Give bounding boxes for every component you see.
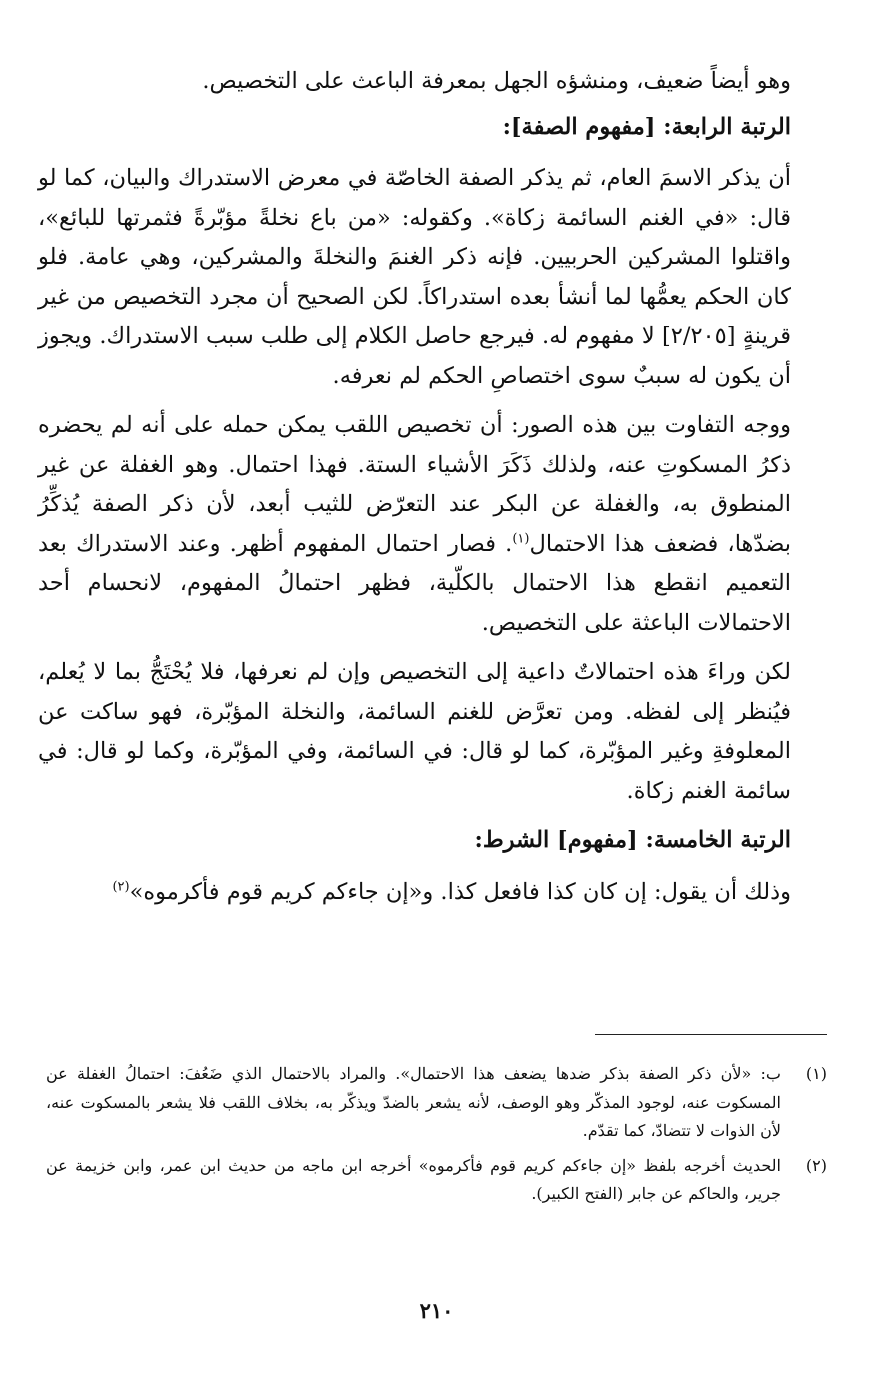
paragraph-attribute-concept: أن يذكر الاسمَ العام، ثم يذكر الصفة الخاصّة في معرض الاستدراك والبيان، كما لو قال: «في الغنم السائمة زكاة». وكقوله: «من باع نخلةً مؤبّرةً فثمرتها للبائع»، واقتلوا المشركين الحربيين. فإنه ذكر الغنمَ والنخلةَ والمشركين، وهي عامة. فلو كان الحكم يعمُّها لما أنشأ بعده استدراكاً. لكن الصحيح أن مجرد التخصيص من غير قرينةٍ [٢/٢٠٥] لا مفهوم له. فيرجع حاصل الكلام إلى طلب سبب الاستدراك. ويجوز أن يكون له سببٌ سوى اختصاصِ الحكم لم نعرفه. [38,165,791,389]
footnote-item [46,1152,827,1209]
paragraph-difference [38,406,791,643]
section-heading-fourth-rank: الرتبة الرابعة: [مفهوم الصفة]: [502,113,791,140]
paragraph-other-possibilities: لكن وراءَ هذه احتمالاتٌ داعية إلى التخصيص وإن لم نعرفها، فلا يُحْتَجُّ بما لا يُعلم، فيُنظر إلى لفظه. ومن تعرَّض للغنم السائمة، والنخلة المؤبّرة، فهو ساكت عن المعلوفةِ وغير المؤبّرة، كما لو قال: في السائمة، وفي المؤبّرة، وكما لو قال: في سائمة الغنم زكاة. [38,659,791,804]
footnote-ref-2[interactable]: (٢) [112,879,130,894]
paragraph-difference-part2: . فصار احتمال المفهوم أظهر. وعند الاستدراك بعد التعميم انقطع هذا الاحتمال بالكلّية، فظهر احتمالُ المفهوم، لانحسام أحد الاحتمالات الباعثة على التخصيص. [38,530,791,636]
footnote-item [46,1060,827,1146]
footnote-text: الحديث أخرجه بلفظ «إن جاءكم كريم قوم فأكرموه» أخرجه ابن ماجه من حديث ابن عمر، وابن خزيمة عن جرير، والحاكم عن جابر (الفتح الكبير). [46,1155,781,1203]
main-text [38,62,791,912]
paragraph-difference-part1: ووجه التفاوت بين هذه الصور: أن تخصيص اللقب يمكن حمله على أنه لم يحضره ذكرُ المسكوتِ عنه، ولذلك ذَكَرَ الأشياء الستة. فهذا احتمال. وهو الغفلة عن غير المنطوق به، والغفلة عن البكر عند التعرّض للثيب أبعد، لأن ذكر الصفة يُذكِّرُ بضدّها، فضعف هذا الاحتمال [38,412,792,557]
footnote-ref-1[interactable]: (١) [512,531,530,546]
footnote-number: (١) [805,1064,827,1083]
footnote-text: ب: «لأن ذكر الصفة بذكر ضدها يضعف هذا الاحتمال». والمراد بالاحتمال الذي ضَعُفَ: احتمالُ الغفلة عن المسكوت عنه، لوجود المذكّر وهو الوصف، لأنه يشعر بالضدّ ويذكّر به، بخلاف اللقب فلا يشعر بالمسكوت عنه، لأن الذوات لا تتضادّ، كما تقدّم. [46,1064,781,1140]
footnote-separator [595,1034,827,1035]
paragraph-condition [38,873,791,913]
footnotes [46,1060,827,1215]
footnote-number: (٢) [805,1155,827,1175]
section-heading-fifth-rank: الرتبة الخامسة: [مفهوم] الشرط: [474,827,791,853]
paragraph-condition-text: وذلك أن يقول: إن كان كذا فافعل كذا. و«إن جاءكم كريم قوم فأكرموه» [129,878,791,905]
paragraph-intro: وهو أيضاً ضعيف، ومنشؤه الجهل بمعرفة الباعث على التخصيص. [202,68,791,94]
page-number: ٢١٠ [419,1298,454,1323]
